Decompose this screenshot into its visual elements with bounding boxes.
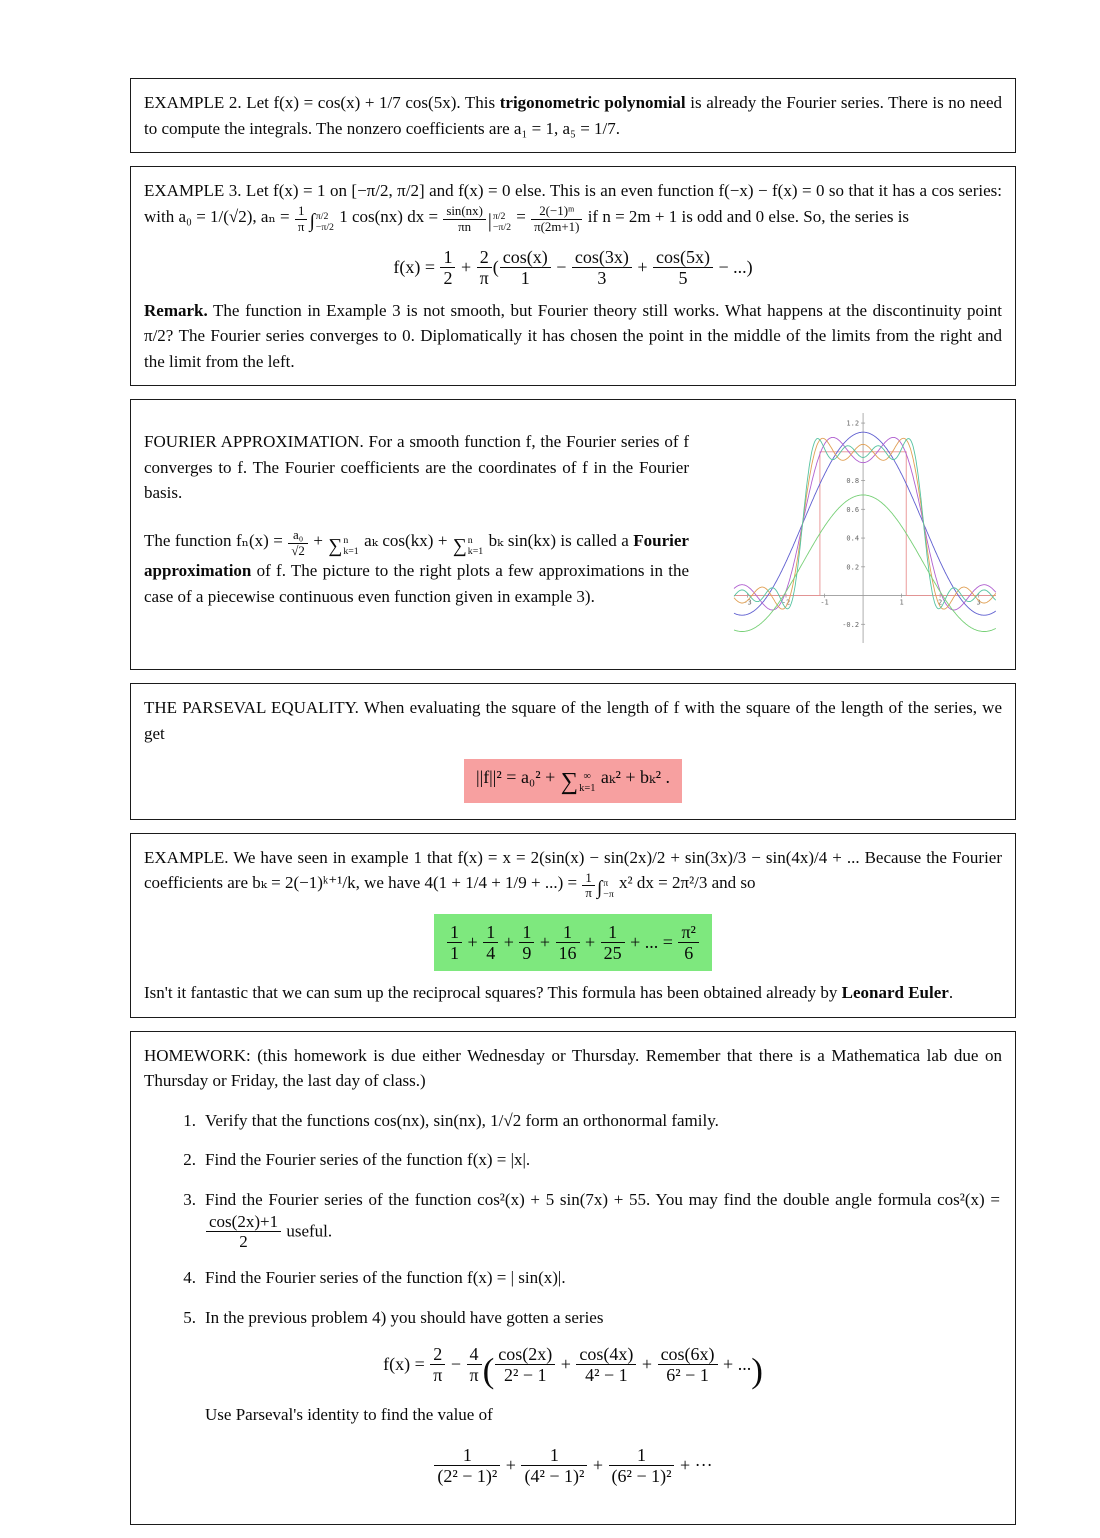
item-text: Find the Fourier series of the function cos²(x) + 5 sin(7x) + 55. You may find the double angle formula cos²(x) = $\frac{\cos(2x)+1}{2}$ useful. <box>205 1189 1000 1252</box>
homework-item-1 <box>170 1108 1002 1134</box>
example3-series-equation <box>144 247 1002 288</box>
parseval-box <box>130 683 1016 820</box>
fourier-plot-svg <box>724 407 1002 657</box>
svg-text:-2: -2 <box>781 598 791 607</box>
fourier-approximation-columns <box>144 407 1002 662</box>
euler-example-text: EXAMPLE. We have seen in example 1 that f(x) = x = 2(sin(x) − sin(2x)/2 + sin(3x)/3 − sin(4x)/4 + ... Because the Fourier coefficients are bₖ = 2(−1)ᵏ⁺¹/k, we have 4(1 + 1/4 + 1/9 + ...) = $\frac{1}{\pi}$ ∫ π −π x² dx = 2π²/3 and so <box>144 847 1002 901</box>
euler-remark-text: Isn't it fantastic that we can sum up the reciprocal squares? This formula has been obtained already by Leonard Euler. <box>144 983 954 1003</box>
fourier-approximation-textcol <box>144 407 689 613</box>
item5-series-equation <box>144 1344 1002 1391</box>
svg-text:-1: -1 <box>820 598 829 607</box>
item-text: In the previous problem 4) you should have gotten a series <box>205 1307 604 1327</box>
svg-text:3: 3 <box>976 598 981 607</box>
equation-content: f(x) = $\frac{1}{2}$ + $\frac{2}{\pi}$ ( $\frac{\cos(x)}{1}$ − $\frac{\cos(3x)}{3}$ + $\frac{\cos(5x)}{5}$ − ...) <box>393 247 753 289</box>
fourier-approximation-paragraph-2: The function fₙ(x) = $\frac{\text{a₀}}{√2}$ + ∑ n k=1 aₖ cos(kx) + ∑ n k=1 bₖ sin(kx) is called a Fourier approximation of f. The picture to the right plots a few approximations in the case of a piecewise continuous even function given in example 3). <box>144 527 689 606</box>
item-number: 4. <box>183 1268 196 1288</box>
svg-text:1: 1 <box>899 598 904 607</box>
parseval-identity-highlight: ||f||² = a₀² + ∑ ∞ k=1 aₖ² + bₖ² . <box>464 759 682 803</box>
svg-text:0.4: 0.4 <box>846 534 860 543</box>
item5-parseval-prompt: Use Parseval's identity to find the value of <box>205 1404 493 1424</box>
svg-text:0.8: 0.8 <box>846 477 860 486</box>
homework-item-4 <box>170 1265 1002 1291</box>
parseval-text: THE PARSEVAL EQUALITY. When evaluating the square of the length of f with the square of the length of the series, we get <box>144 698 1002 743</box>
item-text: Find the Fourier series of the function f(x) = |x|. <box>205 1150 531 1170</box>
fourier-approximation-paragraph-1: FOURIER APPROXIMATION. For a smooth function f, the Fourier series of f converges to f. The Fourier coefficients are the coordinates of f in the Fourier basis. <box>144 432 689 503</box>
item5-target-sum-equation <box>144 1445 1002 1486</box>
svg-text:-0.2: -0.2 <box>842 620 860 629</box>
item-number: 1. <box>183 1110 196 1130</box>
item-text: Verify that the functions cos(nx), sin(nx), 1/√2 form an orthonormal family. <box>205 1110 719 1130</box>
homework-item-5 <box>170 1305 1002 1331</box>
example3-text: EXAMPLE 3. Let f(x) = 1 on [−π/2, π/2] and f(x) = 0 else. This is an even function f(−x) − f(x) = 0 so that it has a cos series: with a₀ = 1/(√2), aₙ = $\frac{1}{\pi}$ ∫ π/2 −π/2 1 cos(nx) dx = $\frac{\sin(nx)}{\pi n}$ | π/2 −π/2 = $\frac{\text{2(−1)ᵐ}}{\pi(2m+1)}$ if n = 2m + 1 is odd and 0 else. So, the series is <box>144 181 1002 234</box>
example2-text: EXAMPLE 2. Let f(x) = cos(x) + 1/7 cos(5x). This trigonometric polynomial is already the Fourier series. There is no need to compute the integrals. The nonzero coefficients are a₁ = 1, a₅ = 1/7. <box>144 93 1003 138</box>
svg-text:2: 2 <box>938 598 943 607</box>
item-text: Find the Fourier series of the function f(x) = | sin(x)|. <box>205 1268 566 1288</box>
fourier-approximation-plot <box>724 407 1002 662</box>
homework-heading: HOMEWORK: (this homework is due either Wednesday or Thursday. Remember that there is a Mathematica lab due on Thursday or Friday, the last day of class.) <box>144 1045 1002 1091</box>
example2-box <box>130 78 1016 153</box>
example3-box <box>130 166 1016 386</box>
homework-item-2 <box>170 1147 1002 1173</box>
remark-text: Remark. The function in Example 3 is not smooth, but Fourier theory still works. What happens at the discontinuity point π/2? The Fourier series converges to 0. Diplomatically it has chosen the point in the middle of the limits from the right and the limit from the left. <box>144 300 1002 371</box>
basel-sum-equation-line <box>144 914 1002 971</box>
svg-text:0.2: 0.2 <box>846 563 860 572</box>
svg-text:1.2: 1.2 <box>846 419 860 428</box>
euler-example-box <box>130 833 1016 1018</box>
svg-text:-3: -3 <box>743 598 752 607</box>
basel-sum-highlight: $\frac{1}{1}$ + $\frac{1}{4}$ + $\frac{1}{9}$ + $\frac{1}{16}$ + $\frac{1}{25}$ + ... = $\frac{\text{π²}}{6}$ <box>434 914 712 971</box>
item-number: 5. <box>183 1307 196 1327</box>
svg-text:0.6: 0.6 <box>846 505 860 514</box>
parseval-equation-line <box>144 759 1002 803</box>
equation-content: f(x) = $\frac{2}{\pi}$ − $\frac{4}{\pi}$ ( $\frac{\cos(2x)}{\text{2² − 1}}$ + $\frac{\cos(4x)}{\text{4² − 1}}$ + $\frac{\cos(6x)}{\text{6² − 1}}$ + ...) <box>383 1344 763 1391</box>
homework-item-3 <box>170 1187 1002 1252</box>
homework-box <box>130 1031 1016 1526</box>
lecture-notes-page <box>130 0 1016 1525</box>
fourier-approximation-box <box>130 399 1016 670</box>
equation-content: $\frac{1}{\text{(2² − 1)²}}$ + $\frac{1}{\text{(4² − 1)²}}$ + $\frac{1}{\text{(6² − 1)²}}$ + ··· <box>433 1445 712 1486</box>
item-number: 3. <box>183 1189 196 1209</box>
item-number: 2. <box>183 1150 196 1170</box>
